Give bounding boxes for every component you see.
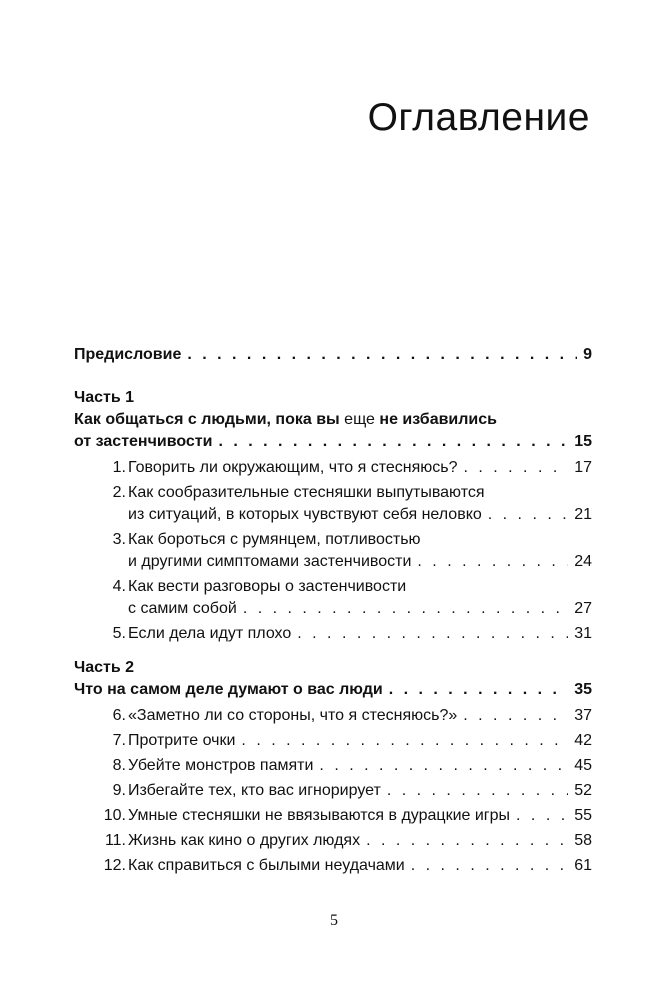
chapter-page: 37 xyxy=(574,707,592,724)
leader-dots xyxy=(463,457,568,479)
chapter-title: Если дела идут плохо xyxy=(128,625,292,642)
part-1-title-plain: еще xyxy=(344,411,375,428)
toc-part-2 xyxy=(74,657,592,880)
leader-dots xyxy=(319,755,568,777)
chapter-8[interactable] xyxy=(74,755,592,777)
chapter-page: 61 xyxy=(574,857,592,874)
chapter-title: Как справиться с былыми неудачами xyxy=(128,857,405,874)
chapter-number: 7. xyxy=(112,732,126,749)
chapter-page: 55 xyxy=(574,807,592,824)
chapter-number: 9. xyxy=(112,782,126,799)
leader-dots xyxy=(417,551,568,573)
part-2-title-text: Что на самом деле думают о вас люди xyxy=(74,681,383,698)
part-1-heading: Часть 1 xyxy=(74,389,135,406)
leader-dots xyxy=(411,855,568,877)
part-1-title-bold-b: не избавились xyxy=(379,411,497,428)
chapter-page: 17 xyxy=(574,459,592,476)
leader-dots xyxy=(243,598,568,620)
chapter-title-line-2: и другими симптомами застенчивости xyxy=(128,553,412,570)
chapter-title: Умные стесняшки не ввязываются в дурацкие игры xyxy=(128,807,511,824)
chapter-title-line-1: Как бороться с румянцем, потливостью xyxy=(128,531,421,548)
chapter-number: 6. xyxy=(112,707,126,724)
chapter-number: 2. xyxy=(112,484,126,501)
leader-dots xyxy=(516,805,568,827)
toc-part-1 xyxy=(74,387,592,648)
chapter-title: Убейте монстров памяти xyxy=(128,757,314,774)
chapter-9[interactable] xyxy=(74,780,592,802)
chapter-number: 10. xyxy=(103,807,126,824)
leader-dots xyxy=(187,344,577,366)
chapter-title: Говорить ли окружающим, что я стесняюсь? xyxy=(128,459,458,476)
chapter-title-line-1: Как сообразительные стесняшки выпутываются xyxy=(128,484,485,501)
part-1-title-tail: от застенчивости xyxy=(74,433,213,450)
leader-dots xyxy=(366,830,568,852)
chapter-page: 27 xyxy=(574,600,592,617)
chapter-page: 31 xyxy=(574,625,592,642)
chapter-7[interactable] xyxy=(74,730,592,752)
chapter-number: 1. xyxy=(112,459,126,476)
chapter-5[interactable] xyxy=(74,623,592,645)
chapter-12[interactable] xyxy=(74,855,592,877)
leader-dots xyxy=(463,705,568,727)
leader-dots xyxy=(389,679,568,701)
chapter-page: 45 xyxy=(574,757,592,774)
chapter-number: 11. xyxy=(104,832,126,849)
chapter-1[interactable] xyxy=(74,457,592,479)
leader-dots xyxy=(218,431,568,453)
part-2-page: 35 xyxy=(574,681,592,698)
chapter-page: 42 xyxy=(574,732,592,749)
chapter-number: 5. xyxy=(112,625,126,642)
page-title: Оглавление xyxy=(367,96,590,139)
chapter-number: 8. xyxy=(112,757,126,774)
preface-page: 9 xyxy=(583,346,592,363)
chapter-number: 4. xyxy=(112,578,126,595)
chapter-number: 12. xyxy=(103,857,126,874)
chapter-title: Жизнь как кино о других людях xyxy=(128,832,361,849)
leader-dots xyxy=(488,504,568,526)
chapter-number: 3. xyxy=(112,531,126,548)
preface-label: Предисловие xyxy=(74,346,182,363)
page-number: 5 xyxy=(330,912,338,929)
part-2-heading: Часть 2 xyxy=(74,659,135,676)
chapter-title-line-2: с самим собой xyxy=(128,600,237,617)
chapter-title: «Заметно ли со стороны, что я стесняюсь?» xyxy=(128,707,458,724)
chapter-4[interactable] xyxy=(74,576,592,620)
leader-dots xyxy=(387,780,568,802)
chapter-title-line-1: Как вести разговоры о застенчивости xyxy=(128,578,407,595)
leader-dots xyxy=(297,623,568,645)
part-1-title-line-1[interactable] xyxy=(74,409,592,431)
leader-dots xyxy=(241,730,568,752)
chapter-11[interactable] xyxy=(74,830,592,852)
chapter-title: Избегайте тех, кто вас игнорирует xyxy=(128,782,381,799)
part-2-title[interactable] xyxy=(74,679,592,701)
chapter-title: Протрите очки xyxy=(128,732,236,749)
chapter-title-line-2: из ситуаций, в которых чувствуют себя неловко xyxy=(128,506,482,523)
chapter-10[interactable] xyxy=(74,805,592,827)
chapter-6[interactable] xyxy=(74,705,592,727)
part-1-title-line-2[interactable] xyxy=(74,431,592,453)
chapter-page: 52 xyxy=(574,782,592,799)
chapter-page: 24 xyxy=(574,553,592,570)
part-1-title-bold-a: Как общаться с людьми, пока вы xyxy=(74,411,340,428)
part-1-page: 15 xyxy=(574,433,592,450)
chapter-page: 21 xyxy=(574,506,592,523)
chapter-3[interactable] xyxy=(74,529,592,573)
chapter-2[interactable] xyxy=(74,482,592,526)
toc-preface[interactable] xyxy=(74,344,592,366)
chapter-page: 58 xyxy=(574,832,592,849)
